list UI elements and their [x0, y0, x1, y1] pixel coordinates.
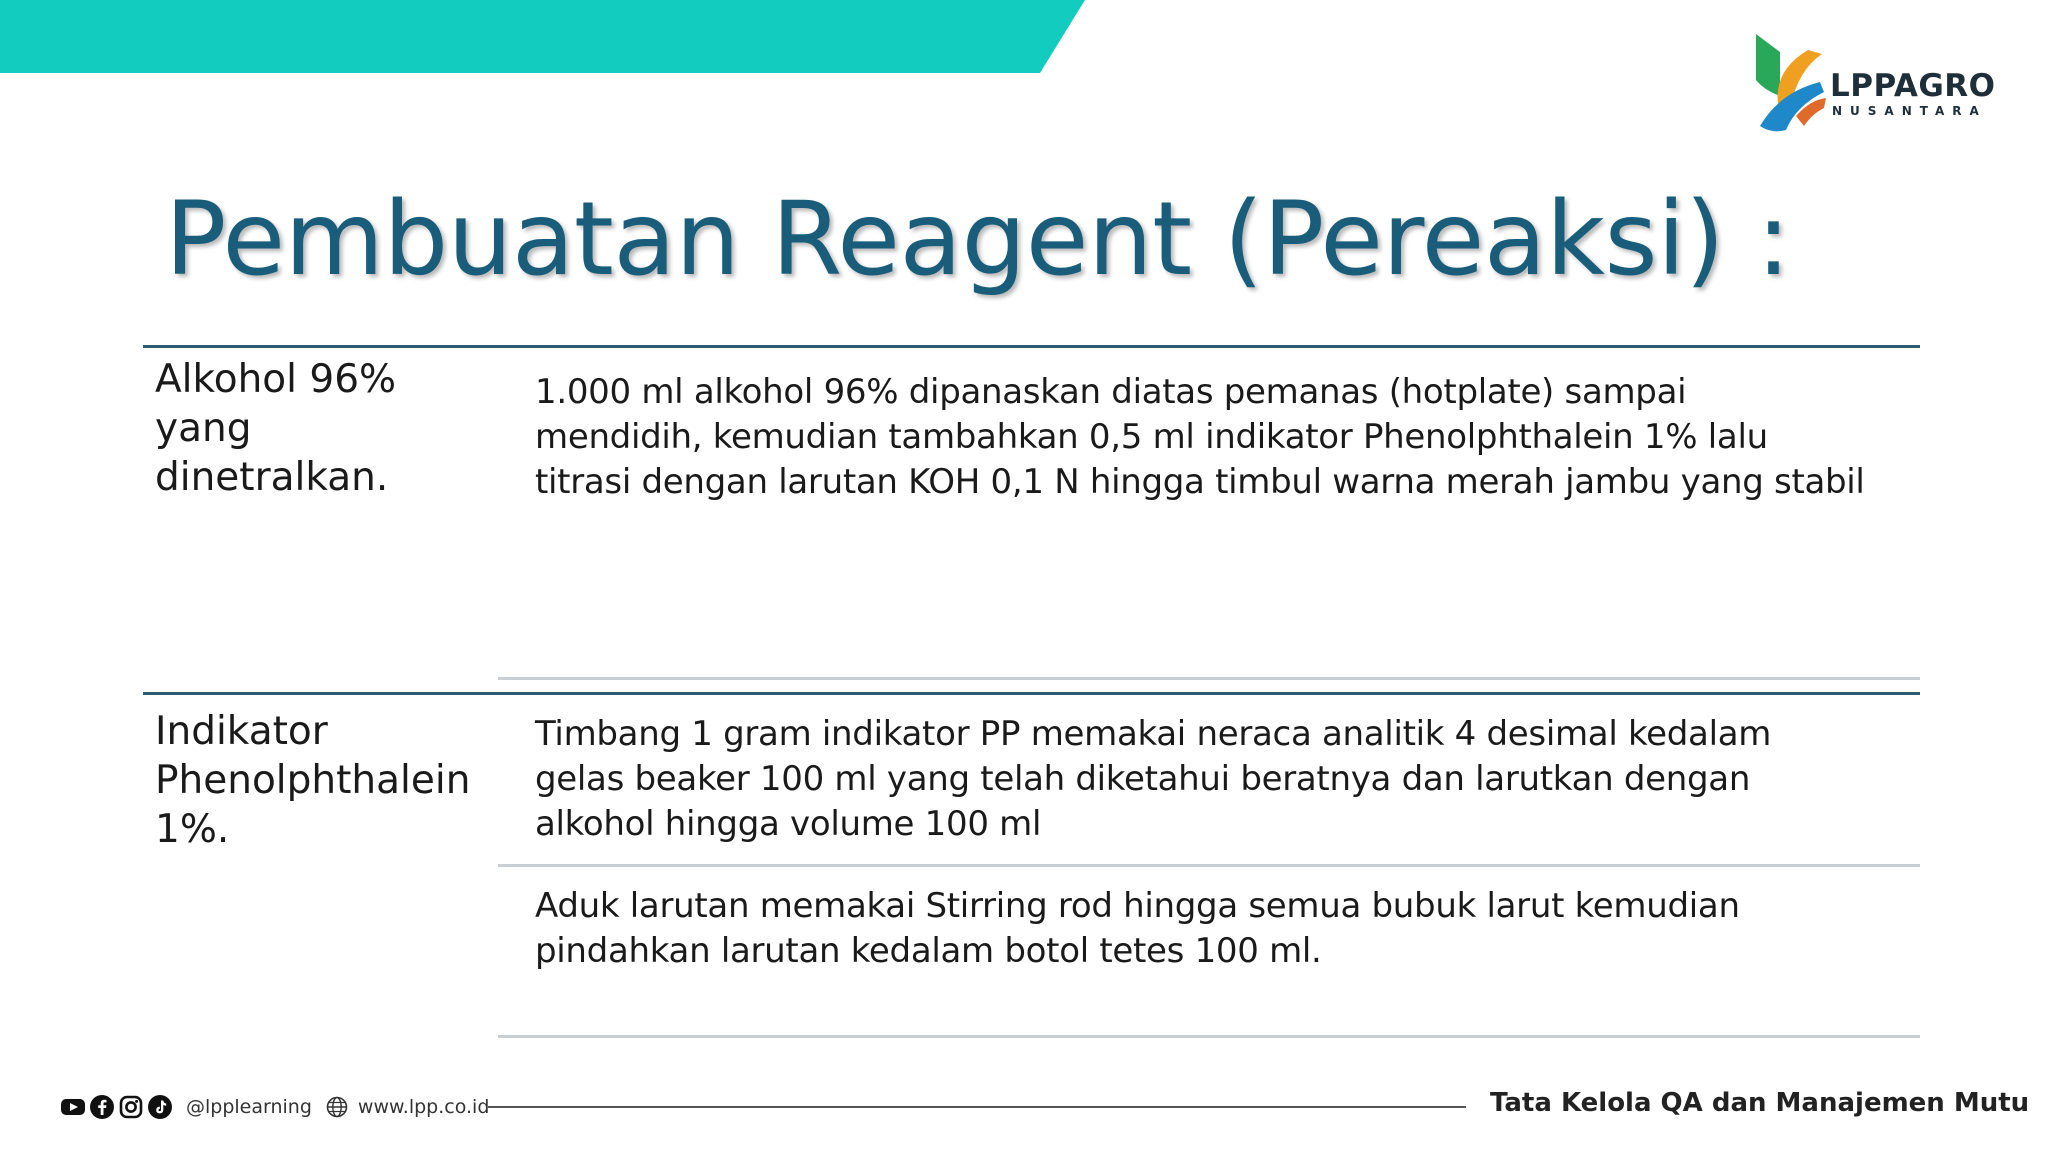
table-rule-top [143, 345, 1920, 348]
top-banner [0, 0, 1085, 73]
step-line: mendidih, kemudian tambahkan 0,5 ml indikator Phenolphthalein 1% lalu [535, 417, 1768, 457]
website-link[interactable]: www.lpp.co.id [357, 1096, 490, 1118]
step-line: pindahkan larutan kedalam botol tetes 100 ml. [535, 931, 1322, 971]
instagram-icon[interactable] [118, 1094, 144, 1120]
globe-icon [326, 1096, 348, 1118]
step-line: gelas beaker 100 ml yang telah diketahui beratnya dan larutkan dengan [535, 759, 1751, 799]
footer-social [60, 1092, 503, 1122]
reagent-step-aduk [535, 884, 1915, 974]
tiktok-icon[interactable] [147, 1094, 173, 1120]
reagent-step-alkohol [535, 370, 1915, 505]
social-handle[interactable]: @lpplearning [186, 1096, 312, 1118]
step-line: titrasi dengan larutan KOH 0,1 N hingga timbul warna merah jambu yang stabil [535, 462, 1865, 502]
label-line: dinetralkan. [155, 455, 389, 500]
reagent-step-timbang [535, 712, 1915, 847]
youtube-icon[interactable] [60, 1094, 86, 1120]
step-line: alkohol hingga volume 100 ml [535, 804, 1042, 844]
step-line: Timbang 1 gram indikator PP memakai neraca analitik 4 desimal kedalam [535, 714, 1772, 754]
facebook-icon[interactable] [89, 1094, 115, 1120]
table-rule-bottom [498, 1035, 1920, 1038]
step-line: Aduk larutan memakai Stirring rod hingga semua bubuk larut kemudian [535, 886, 1740, 926]
table-rule-row2-top [143, 692, 1920, 695]
label-line: 1%. [155, 807, 230, 852]
logo-leaf-icon [1750, 30, 1830, 135]
label-line: Indikator [155, 709, 328, 754]
reagent-label-alkohol [155, 355, 495, 502]
label-line: Alkohol 96% [155, 357, 397, 402]
lpp-agro-logo [1750, 30, 2010, 135]
table-rule-row1-bottom [498, 677, 1920, 680]
label-line: Phenolphthalein [155, 758, 471, 803]
step-line: 1.000 ml alkohol 96% dipanaskan diatas pemanas (hotplate) sampai [535, 372, 1687, 412]
logo-tagline: NUSANTARA [1832, 104, 1987, 118]
footer-course-title: Tata Kelola QA dan Manajemen Mutu [1490, 1088, 2030, 1118]
logo-name: LPPAGRO [1830, 68, 1996, 104]
footer-divider [488, 1106, 1466, 1108]
reagent-label-indikator [155, 707, 495, 854]
label-line: yang [155, 406, 252, 451]
page-title: Pembuatan Reagent (Pereaksi) : [165, 180, 1791, 299]
table-rule-step-divider [498, 864, 1920, 867]
